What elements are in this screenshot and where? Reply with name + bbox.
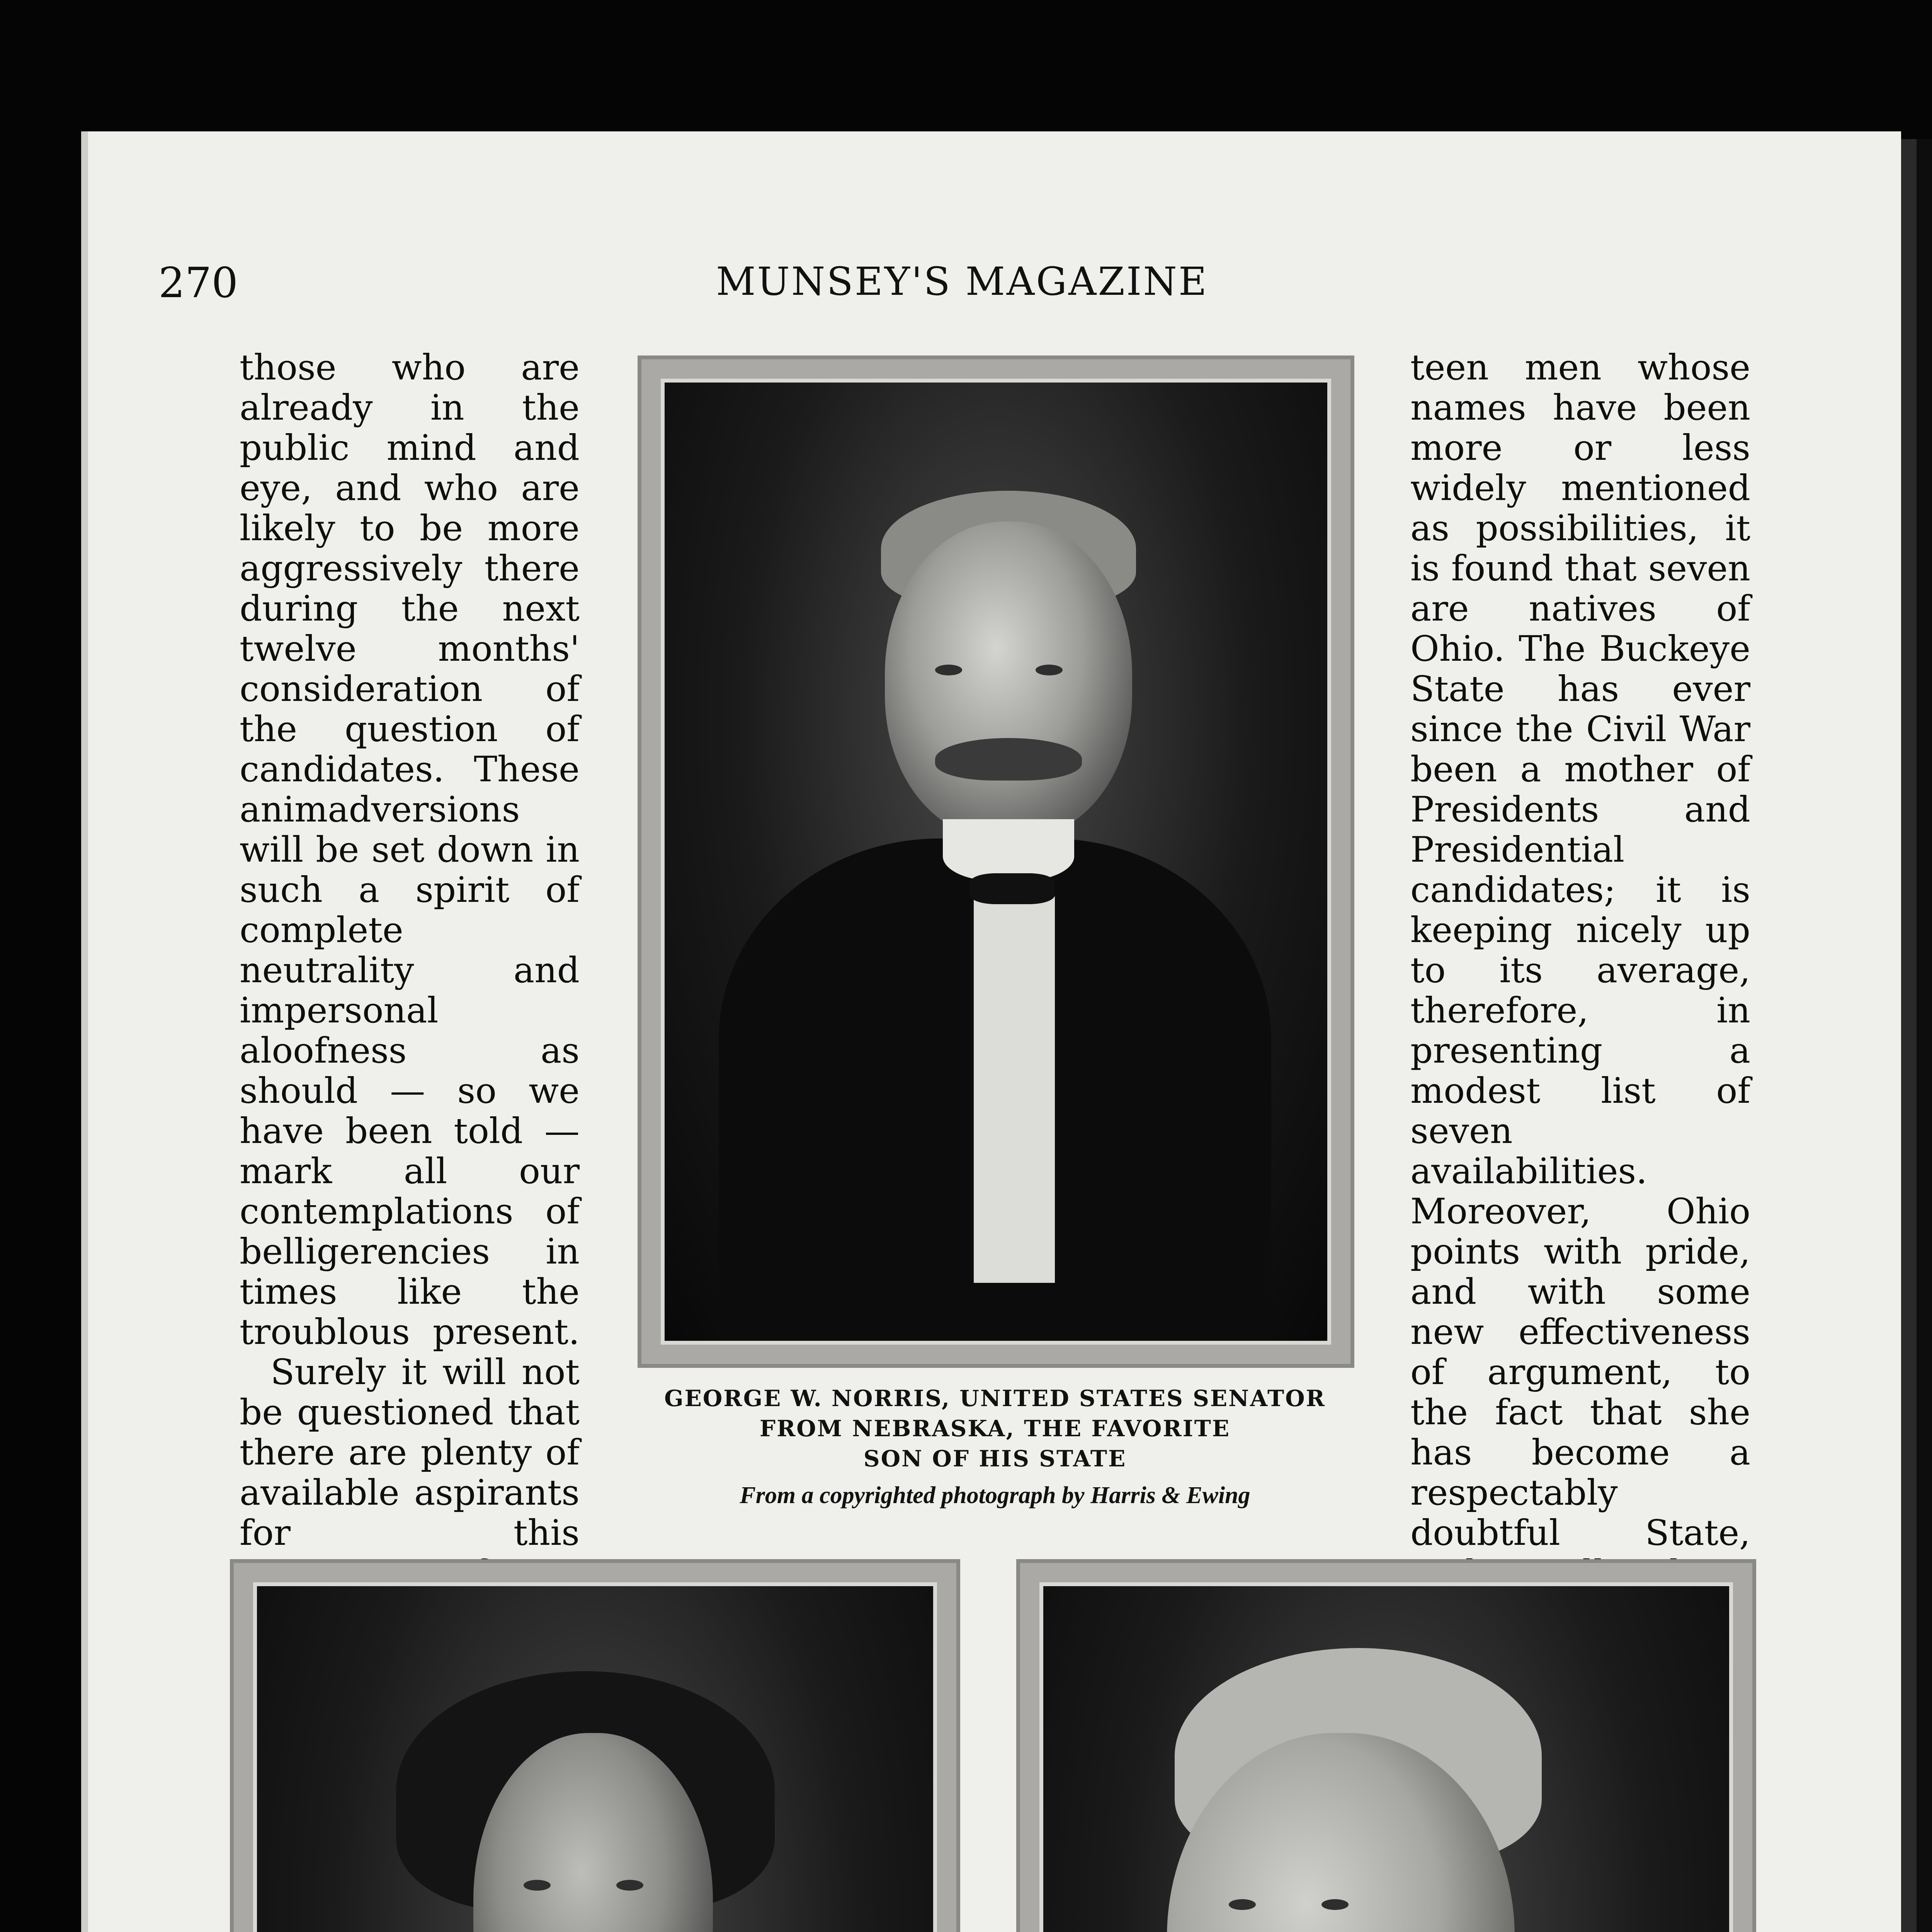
portrait-frame-norris (638, 355, 1354, 1368)
portrait-photo-hadley (257, 1586, 933, 1932)
page-number: 270 (158, 259, 238, 307)
caption-line: SON OF HIS STATE (863, 1446, 1127, 1472)
paragraph: Surely it will not be questioned that there are plenty of available aspirants for this (240, 1352, 580, 1553)
portrait-frame-cummins (1016, 1559, 1756, 1932)
text-column-left (240, 348, 580, 1634)
page-header (158, 255, 1766, 317)
moustache (935, 738, 1082, 781)
eye (1321, 1899, 1349, 1910)
shirt-front (974, 896, 1055, 1283)
photo-credit: From a copyrighted photograph by Harris & Ewing (740, 1482, 1250, 1509)
running-title: MUNSEY'S MAGAZINE (716, 259, 1208, 304)
shirt-collar (943, 819, 1074, 881)
face (885, 522, 1132, 838)
text-column-right (1410, 348, 1750, 1674)
caption-line: GEORGE W. NORRIS, UNITED STATES SENATOR (664, 1385, 1326, 1412)
portrait-photo-norris (665, 383, 1327, 1341)
eye (935, 665, 962, 675)
eye (524, 1880, 551, 1891)
bow-tie (970, 873, 1055, 904)
caption-line: FROM NEBRASKA, THE FAVORITE (759, 1415, 1231, 1442)
paragraph: teen men whose names have been more or less widely mentioned as possibilities, it is found that seven are natives of Ohio. The Buckeye State has ever since the Civil War been a mother of Presidents and Presidential candidates; it is keeping nicely up to its average, therefore, in presenting a modest list of seven availabilities. Moreover, Ohio points with pride, and with some new effectiveness of argument, to the fact that she has become a respectably doubtful State, (1410, 347, 1750, 1553)
book-spine (1901, 139, 1932, 1932)
paragraph: those who are already in the public mind and eye, and who are likely to be more aggressively there during the next twelve months' consideration of the question of candidates. These animadversions will be set down in such a spirit of complete neutrality and impersonal aloofness as should — so we have been told — mark all our contemplations of belligerencies in times like the troublous present. (240, 347, 580, 1352)
eye (1036, 665, 1063, 675)
photo-caption (603, 1383, 1387, 1474)
eye (1229, 1899, 1256, 1910)
portrait-photo-cummins (1043, 1586, 1729, 1932)
eye (616, 1880, 643, 1891)
portrait-frame-hadley (230, 1559, 960, 1932)
